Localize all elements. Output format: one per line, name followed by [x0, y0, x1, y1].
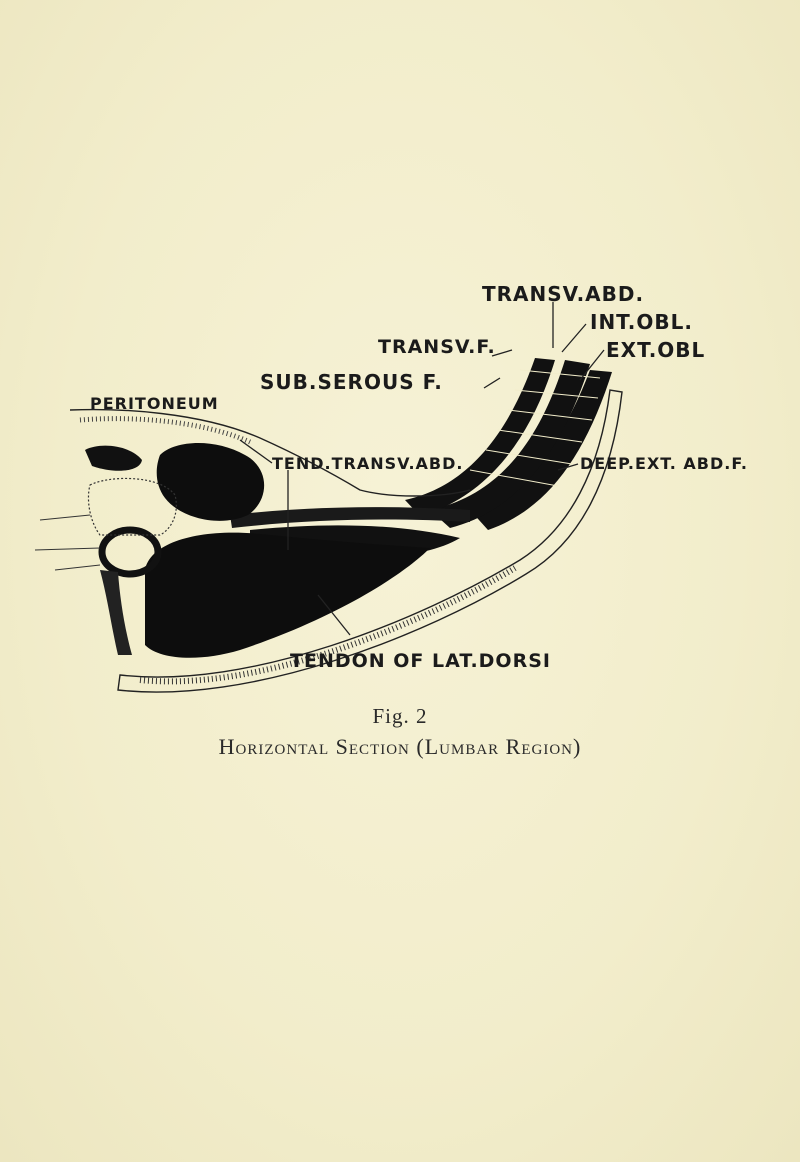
label-deep-ext-abd-f: DEEP.EXT. ABD.F.: [580, 454, 748, 473]
label-transv-f: TRANSV.F.: [378, 336, 496, 358]
quadratus-lumborum-mass: [145, 533, 430, 658]
label-peritoneum: PERITONEUM: [90, 394, 219, 413]
label-tend-transv-abd: TEND.TRANSV.ABD.: [272, 454, 464, 473]
anatomical-section-figure: [0, 260, 800, 700]
psoas-mass: [157, 443, 264, 521]
vertebral-body-outline: [102, 530, 158, 574]
figure-title: Horizontal Section (Lumbar Region): [218, 734, 582, 759]
label-int-obl: INT.OBL.: [590, 310, 693, 334]
vertebra-stem: [100, 570, 132, 655]
label-ext-obl: EXT.OBL: [606, 338, 706, 362]
peritoneum-hatch: [80, 419, 250, 442]
leader-line-int-obl: [562, 324, 586, 352]
label-tendon-lat-dorsi: TENDON OF LAT.DORSI: [290, 650, 551, 672]
label-sub-serous-f: SUB.SEROUS F.: [260, 370, 443, 394]
left-small-mass: [85, 446, 142, 471]
label-transv-abd: TRANSV.ABD.: [482, 282, 645, 306]
tendon-sheet: [230, 507, 470, 528]
figure-number: Fig. 2: [372, 704, 428, 728]
leader-line-sub-serous: [484, 378, 500, 388]
bone-left-edge: [35, 515, 100, 570]
